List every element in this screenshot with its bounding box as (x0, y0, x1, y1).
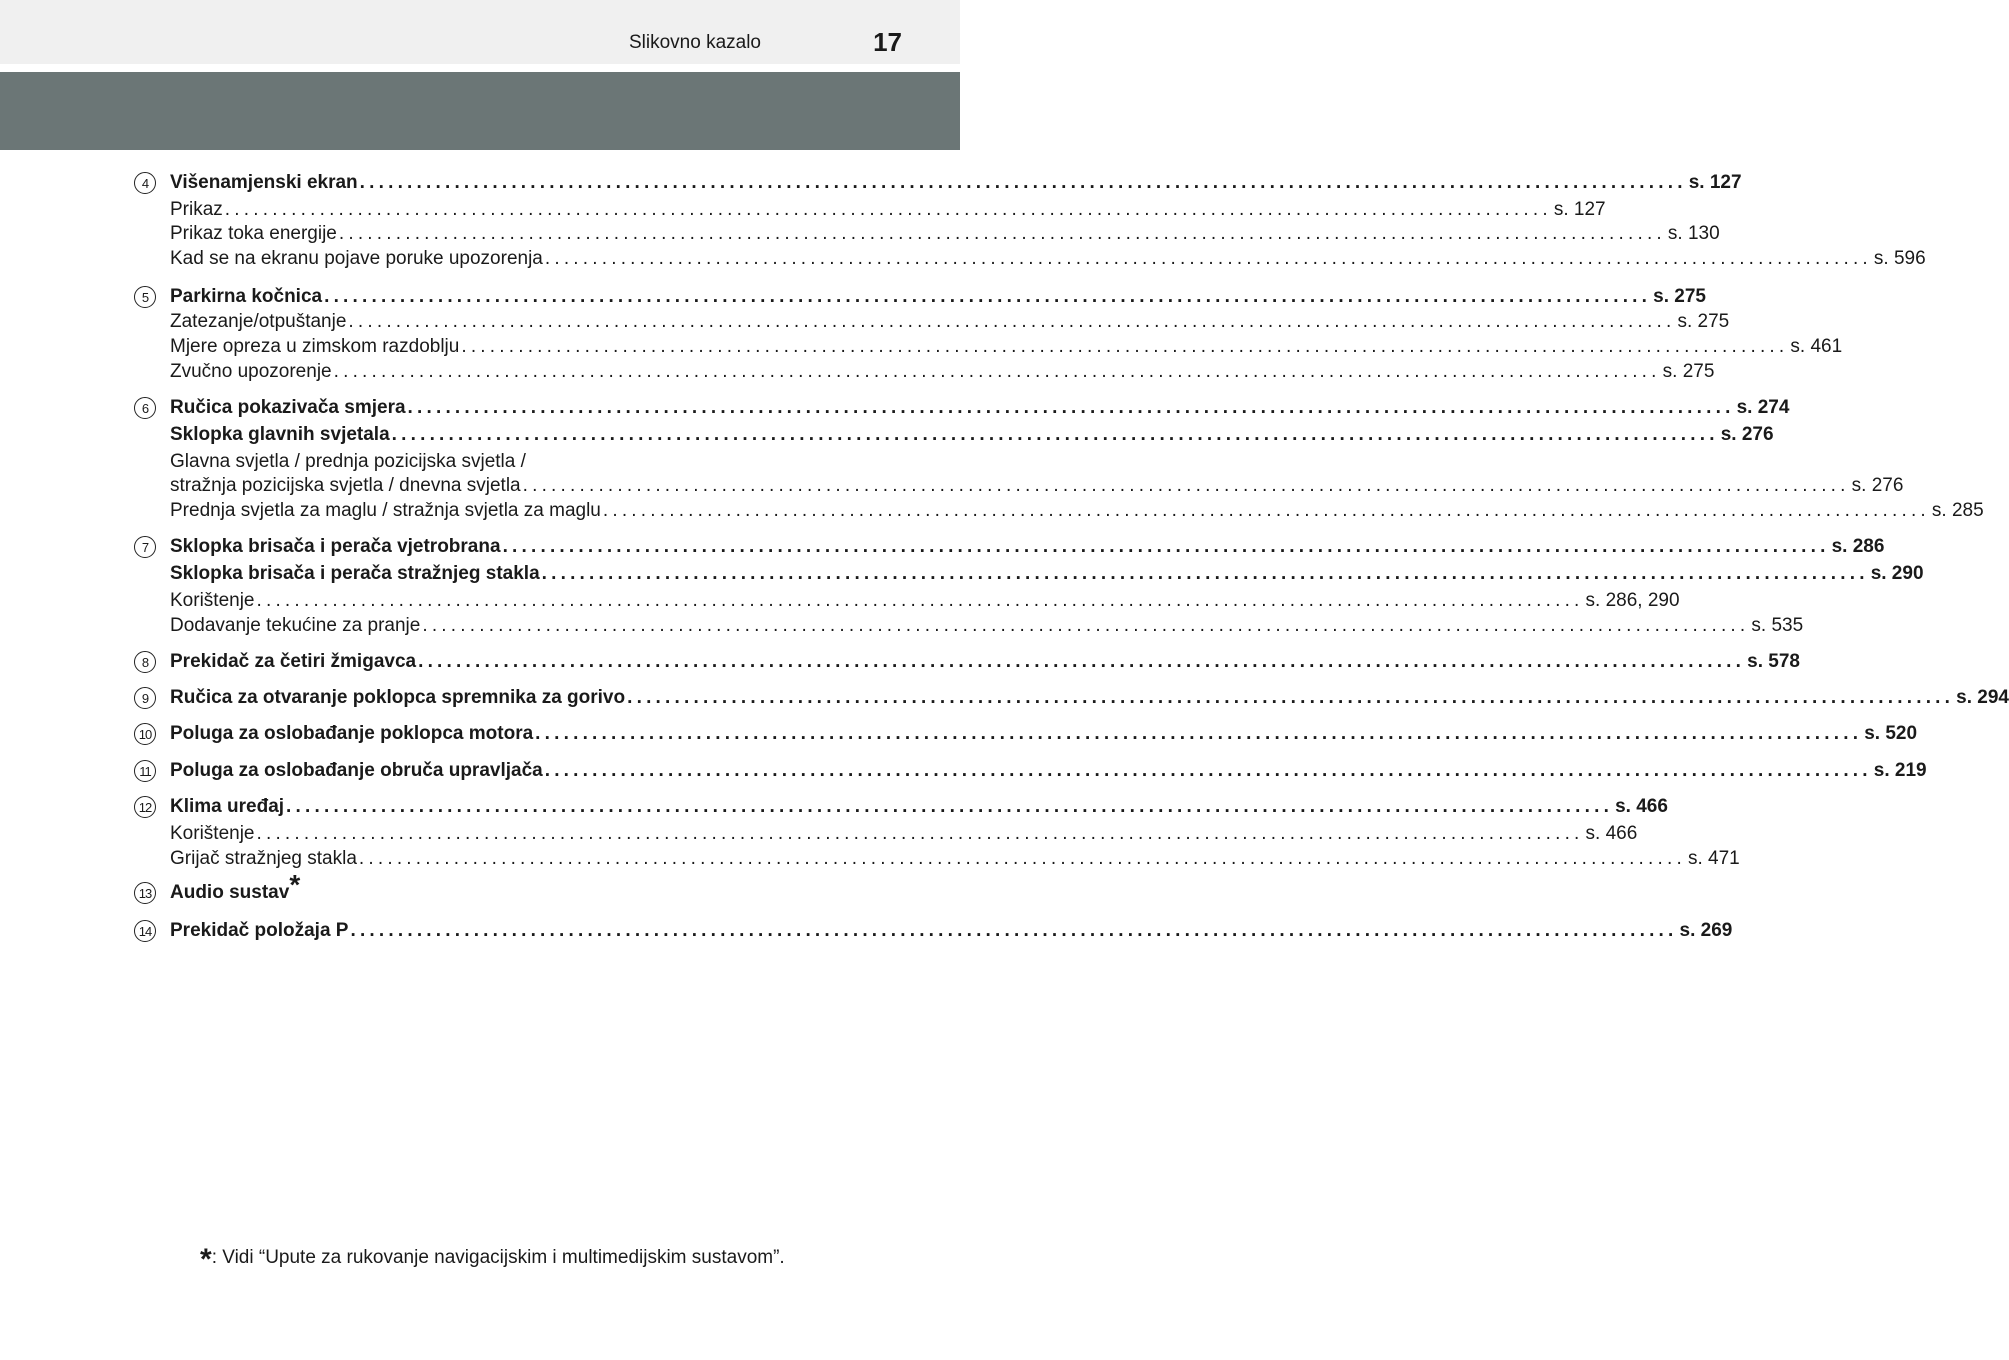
index-entry-sub (170, 198, 1606, 222)
callout-number-6: 6 (134, 397, 156, 419)
entry-label: Prikaz toka energije (170, 223, 337, 244)
header-banner (0, 72, 960, 150)
index-entry-main (170, 535, 1885, 559)
index-entry-main (170, 650, 1800, 674)
page-reference: s. 286, 290 (1585, 590, 1680, 611)
entry-label: Sklopka brisača i perača vjetrobrana (170, 536, 501, 557)
page-reference: s. 285 (1931, 500, 1984, 521)
index-entry-main (170, 396, 1790, 420)
entry-label: Grijač stražnjeg stakla (170, 848, 357, 869)
entry-label: Klima uređaj (170, 796, 285, 817)
entry-label: Prikaz (170, 199, 223, 220)
dot-leader: ............................................................................................................................................ (422, 615, 1750, 636)
page-reference: s. 596 (1873, 248, 1926, 269)
footnote (200, 1243, 900, 1276)
callout-number-12: 12 (134, 796, 156, 818)
page-reference: s. 276 (1851, 475, 1904, 496)
dot-leader: ............................................................................................................................................ (286, 796, 1614, 817)
index-entry-sub (170, 499, 1984, 523)
callout-number-13: 13 (134, 882, 156, 904)
index-entry-main (170, 795, 1668, 819)
page-reference: s. 535 (1751, 615, 1804, 636)
entry-label: Prekidač za četiri žmigavca (170, 651, 417, 672)
dot-leader: ............................................................................................................................................ (522, 475, 1850, 496)
callout-number-10: 10 (134, 723, 156, 745)
dot-leader: ............................................................................................................................................ (535, 723, 1863, 744)
index-entry-main (170, 171, 1742, 195)
index-entry-main (170, 562, 1924, 586)
entry-label: Parkirna kočnica (170, 286, 323, 307)
page-reference: s. 471 (1687, 848, 1740, 869)
dot-leader: ............................................................................................................................................ (502, 536, 1830, 557)
dot-leader: ............................................................................................................................................ (418, 651, 1746, 672)
index-entry-main (170, 722, 1918, 746)
footnote-text: : Vidi “Upute za rukovanje navigacijskim i multimedijskim sustavom”. (211, 1247, 785, 1268)
section-title: Slikovno kazalo (628, 32, 762, 53)
dot-leader: ............................................................................................................................................ (407, 397, 1735, 418)
index-entry-sub (170, 247, 1926, 271)
index-entry-main (170, 759, 1927, 783)
entry-label: Višenamjenski ekran (170, 172, 358, 193)
dot-leader: ............................................................................................................................................ (544, 760, 1872, 781)
index-entry-sub (170, 847, 1740, 871)
callout-number-5: 5 (134, 286, 156, 308)
page-reference: s. 275 (1677, 311, 1730, 332)
entry-label: stražnja pozicijska svjetla / dnevna svjetla (170, 475, 521, 496)
page-reference: s. 294 (1956, 687, 2009, 708)
dot-leader: ............................................................................................................................................ (224, 199, 1552, 220)
dot-leader: ............................................................................................................................................ (324, 286, 1652, 307)
entry-label: Ručica za otvaranje poklopca spremnika za gorivo (170, 687, 626, 708)
index-entry-sub (170, 614, 1804, 638)
entry-label: Prednja svjetla za maglu / stražnja svjetla za maglu (170, 500, 601, 521)
page-reference: s. 219 (1873, 760, 1927, 781)
entry-label: Dodavanje tekućine za pranje (170, 615, 421, 636)
dot-leader: ............................................................................................................................................ (544, 248, 1872, 269)
dot-leader: ............................................................................................................................................ (333, 361, 1661, 382)
page-reference: s. 520 (1864, 723, 1918, 744)
entry-label: Kad se na ekranu pojave poruke upozorenja (170, 248, 543, 269)
dot-leader: ............................................................................................................................................ (338, 223, 1666, 244)
page-reference: s. 127 (1553, 199, 1606, 220)
page-reference: s. 269 (1679, 920, 1733, 941)
index-entry-sub (170, 310, 1730, 334)
callout-number-11: 11 (134, 760, 156, 782)
page-reference: s. 274 (1736, 397, 1790, 418)
dot-leader: ............................................................................................................................................ (461, 336, 1789, 357)
dot-leader: ............................................................................................................................................ (348, 311, 1676, 332)
dot-leader: ............................................................................................................................................ (358, 848, 1686, 869)
index-entry-sub (170, 474, 1904, 498)
dot-leader: ............................................................................................................................................ (541, 563, 1869, 584)
entry-label: Zvučno upozorenje (170, 361, 332, 382)
dot-leader: ............................................................................................................................................ (256, 590, 1584, 611)
callout-number-4: 4 (134, 172, 156, 194)
page-reference: s. 130 (1667, 223, 1720, 244)
callout-number-14: 14 (134, 920, 156, 942)
page-reference: s. 461 (1790, 336, 1843, 357)
dot-leader: ............................................................................................................................................ (391, 424, 1719, 445)
page-number: 17 (873, 27, 902, 57)
index-entry-sub (170, 222, 1720, 246)
page-reference: s. 275 (1662, 361, 1715, 382)
callout-number-7: 7 (134, 536, 156, 558)
callout-number-8: 8 (134, 651, 156, 673)
index-entry-main (170, 919, 1733, 943)
page-reference: s. 466 (1615, 796, 1668, 817)
header-bar (0, 0, 960, 64)
dot-leader: ............................................................................................................................................ (627, 687, 1955, 708)
index-entry-sub (170, 360, 1715, 384)
dot-leader: ............................................................................................................................................ (350, 920, 1678, 941)
footnote-ref: * (289, 869, 301, 900)
page-reference: s. 127 (1688, 172, 1742, 193)
entry-label: Ručica pokazivača smjera (170, 397, 406, 418)
entry-label: Korištenje (170, 590, 255, 611)
page-reference: s. 275 (1653, 286, 1706, 307)
entry-label: Glavna svjetla / prednja pozicijska svjetla / (170, 451, 526, 472)
index-entry-sub (170, 822, 1638, 846)
entry-label: Sklopka glavnih svjetala (170, 424, 390, 445)
entry-label: Audio sustav (170, 882, 290, 903)
entry-label: Sklopka brisača i perača stražnjeg stakla (170, 563, 540, 584)
index-entry-main (170, 285, 1706, 309)
page-reference: s. 466 (1585, 823, 1638, 844)
dot-leader: ............................................................................................................................................ (602, 500, 1930, 521)
index-entry-sub (170, 450, 824, 474)
page-reference: s. 290 (1870, 563, 1924, 584)
entry-label: Zatezanje/otpuštanje (170, 311, 347, 332)
index-entry-main (170, 869, 824, 905)
callout-number-9: 9 (134, 687, 156, 709)
index-entry-sub (170, 335, 1843, 359)
footnote-mark: * (200, 1243, 212, 1276)
entry-label: Poluga za oslobađanje poklopca motora (170, 723, 534, 744)
entry-label: Prekidač položaja P (170, 920, 349, 941)
index-entry-main (170, 686, 2009, 710)
index-entry-main (170, 423, 1774, 447)
page-reference: s. 578 (1747, 651, 1800, 672)
entry-label: Poluga za oslobađanje obruča upravljača (170, 760, 543, 781)
entry-label: Mjere opreza u zimskom razdoblju (170, 336, 460, 357)
dot-leader: ............................................................................................................................................ (256, 823, 1584, 844)
page-reference: s. 286 (1831, 536, 1885, 557)
entry-label: Korištenje (170, 823, 255, 844)
dot-leader: ............................................................................................................................................ (359, 172, 1687, 193)
index-entry-sub (170, 589, 1680, 613)
page-reference: s. 276 (1720, 424, 1774, 445)
